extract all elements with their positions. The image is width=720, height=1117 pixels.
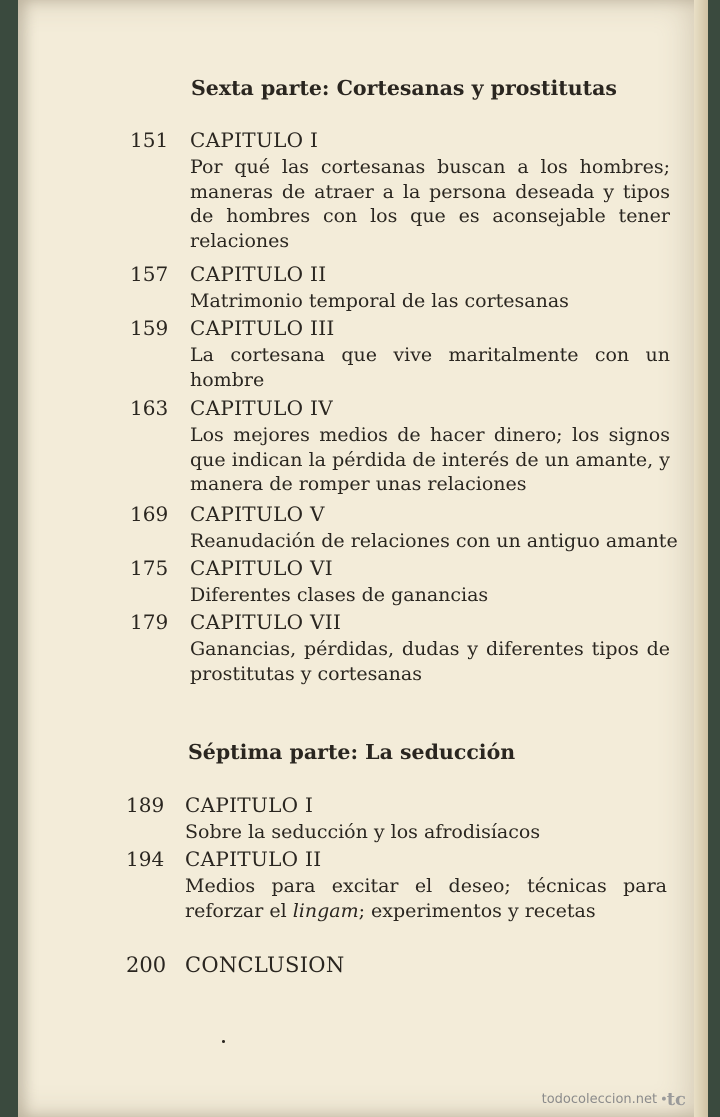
toc-chapter-heading: CAPITULO II	[190, 262, 327, 286]
toc-chapter-description: Ganancias, pérdidas, dudas y diferentes tipos de prostitutas y cortesanas	[190, 638, 670, 685]
toc-page-number: 189	[126, 793, 165, 817]
toc-page-number: 169	[130, 502, 169, 526]
toc-page-number: 151	[130, 128, 169, 152]
toc-chapter-heading: CAPITULO II	[185, 847, 322, 871]
toc-page-number: 194	[126, 847, 165, 871]
toc-chapter-heading: CAPITULO I	[190, 128, 319, 152]
book-page	[18, 0, 708, 1117]
toc-chapter-description: Por qué las cortesanas buscan a los hombres; maneras de atraer a la persona deseada y tipos de hombres con los que es aconsejable tener relaciones	[190, 156, 670, 252]
watermark-text: todocoleccion.net	[541, 1092, 658, 1107]
watermark	[542, 1087, 686, 1111]
toc-chapter-description: Diferentes clases de ganancias	[190, 584, 489, 606]
ink-speck	[222, 1040, 225, 1043]
toc-chapter-description: Sobre la seducción y los afrodisíacos	[185, 821, 541, 843]
toc-chapter-description: Matrimonio temporal de las cortesanas	[190, 290, 569, 312]
toc-chapter-heading: CAPITULO VI	[190, 556, 333, 580]
toc-chapter-description: Reanudación de relaciones con un antiguo amante	[190, 530, 678, 552]
toc-page-number: 157	[130, 262, 169, 286]
page-edge-shadow	[694, 0, 708, 1117]
toc-page-number: 200	[126, 953, 167, 977]
section-title-sexta: Sexta parte: Cortesanas y prostitutas	[191, 76, 617, 100]
toc-chapter-heading: CAPITULO III	[190, 316, 335, 340]
toc-chapter-heading: CAPITULO V	[190, 502, 325, 526]
tc-logo-icon: ꞏtc	[661, 1089, 686, 1110]
toc-chapter-heading: CAPITULO I	[185, 793, 314, 817]
toc-chapter-description	[185, 874, 667, 923]
section-title-septima: Séptima parte: La seducción	[188, 740, 516, 764]
toc-page-number: 175	[130, 556, 169, 580]
desc-text: Medios para excitar el deseo; técnicas para reforzar el	[185, 875, 667, 922]
toc-page-number: 179	[130, 610, 169, 634]
toc-chapter-heading: CAPITULO VII	[190, 610, 342, 634]
toc-chapter-heading: CAPITULO IV	[190, 396, 333, 420]
toc-conclusion-heading: CONCLUSION	[185, 953, 345, 977]
desc-italic-term: lingam	[292, 899, 359, 922]
toc-page-number: 159	[130, 316, 169, 340]
desc-text: ; experimentos y recetas	[358, 899, 596, 922]
toc-chapter-description: Los mejores medios de hacer dinero; los signos que indican la pérdida de interés de un amante, y manera de romper unas relaciones	[190, 424, 670, 495]
toc-chapter-description: La cortesana que vive maritalmente con un hombre	[190, 344, 670, 391]
toc-page-number: 163	[130, 396, 169, 420]
